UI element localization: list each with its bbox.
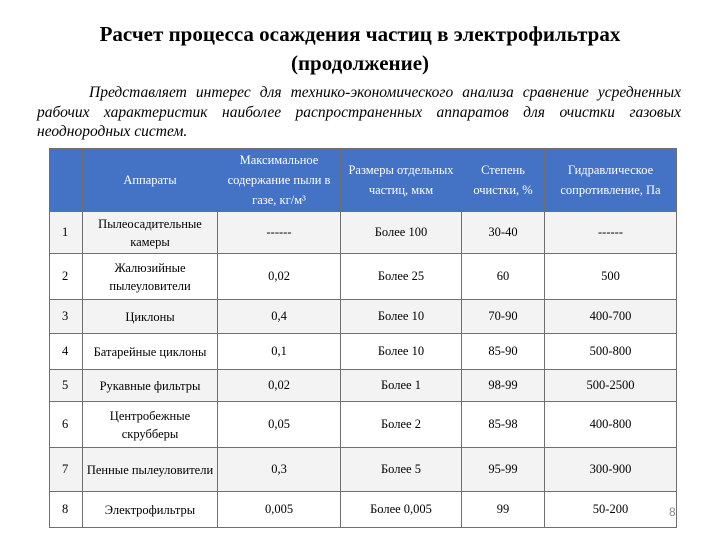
row-max-dust: 0,02 (218, 254, 341, 300)
row-particle-size: Более 10 (341, 334, 462, 370)
header-particle-size: Размеры отдельных частиц, мкм (341, 149, 462, 212)
table-row (50, 212, 677, 254)
row-resistance: 50-200 (545, 492, 677, 528)
comparison-table (49, 148, 677, 528)
row-num: 5 (50, 370, 83, 402)
row-efficiency: 60 (462, 254, 545, 300)
row-num: 2 (50, 254, 83, 300)
row-num: 6 (50, 402, 83, 448)
row-efficiency: 70-90 (462, 300, 545, 334)
row-efficiency: 85-98 (462, 402, 545, 448)
header-num (50, 149, 83, 212)
intro-paragraph: Представляет интерес для технико-экономического анализа сравнение усредненных рабочих характеристик наиболее распространенных аппаратов для очистки газовых неоднородных систем. (37, 84, 681, 140)
slide-title-line1: Расчет процесса осаждения частиц в электрофильтрах (99, 22, 621, 46)
table-row (50, 300, 677, 334)
row-efficiency: 85-90 (462, 334, 545, 370)
header-device: Аппараты (83, 149, 218, 212)
row-resistance: 500-800 (545, 334, 677, 370)
row-device: Жалюзийные пылеуловители (83, 254, 218, 300)
row-max-dust: 0,4 (218, 300, 341, 334)
row-max-dust: ------ (218, 212, 341, 254)
row-device: Батарейные циклоны (83, 334, 218, 370)
table-row (50, 334, 677, 370)
table-row (50, 370, 677, 402)
row-particle-size: Более 10 (341, 300, 462, 334)
row-efficiency: 98-99 (462, 370, 545, 402)
row-device: Пенные пылеуловители (83, 448, 218, 492)
header-resistance: Гидравлическое сопротивление, Па (545, 149, 677, 212)
row-resistance: 300-900 (545, 448, 677, 492)
row-particle-size: Более 0,005 (341, 492, 462, 528)
table-row (50, 448, 677, 492)
row-particle-size: Более 2 (341, 402, 462, 448)
row-efficiency: 30-40 (462, 212, 545, 254)
row-particle-size: Более 5 (341, 448, 462, 492)
row-device: Циклоны (83, 300, 218, 334)
table-row (50, 492, 677, 528)
row-max-dust: 0,05 (218, 402, 341, 448)
row-efficiency: 99 (462, 492, 545, 528)
row-num: 4 (50, 334, 83, 370)
row-resistance: 400-800 (545, 402, 677, 448)
row-num: 7 (50, 448, 83, 492)
slide-title (40, 20, 680, 78)
row-resistance: 400-700 (545, 300, 677, 334)
row-num: 3 (50, 300, 83, 334)
row-particle-size: Более 100 (341, 212, 462, 254)
row-particle-size: Более 1 (341, 370, 462, 402)
row-device: Рукавные фильтры (83, 370, 218, 402)
row-max-dust: 0,1 (218, 334, 341, 370)
table-row (50, 254, 677, 300)
row-device: Электрофильтры (83, 492, 218, 528)
row-particle-size: Более 25 (341, 254, 462, 300)
table-row (50, 402, 677, 448)
page-number: 8 (669, 505, 676, 519)
row-device: Центробежные скрубберы (83, 402, 218, 448)
table-header-row (50, 149, 677, 212)
row-device: Пылеосадительные камеры (83, 212, 218, 254)
row-resistance: ------ (545, 212, 677, 254)
row-max-dust: 0,005 (218, 492, 341, 528)
row-resistance: 500 (545, 254, 677, 300)
slide-title-line2: (продолжение) (290, 51, 430, 75)
row-efficiency: 95-99 (462, 448, 545, 492)
row-max-dust: 0,3 (218, 448, 341, 492)
row-max-dust: 0,02 (218, 370, 341, 402)
row-resistance: 500-2500 (545, 370, 677, 402)
header-max-dust: Максимальное содержание пыли в газе, кг/м³ (218, 149, 341, 212)
row-num: 8 (50, 492, 83, 528)
header-efficiency: Степень очистки, % (462, 149, 545, 212)
row-num: 1 (50, 212, 83, 254)
